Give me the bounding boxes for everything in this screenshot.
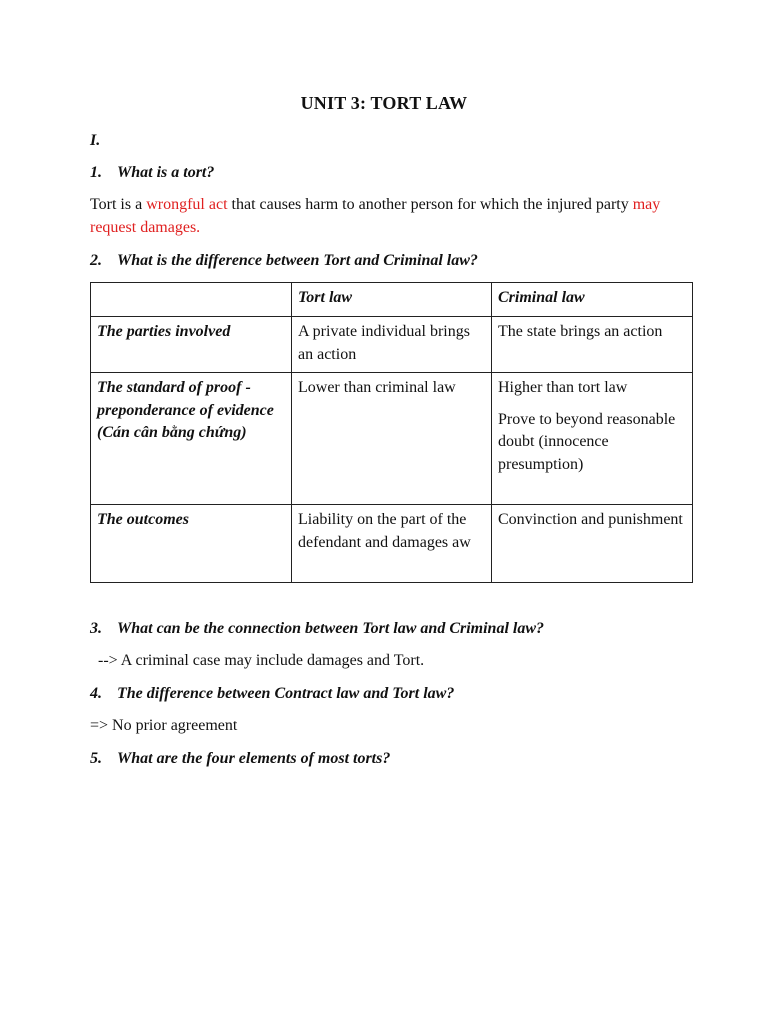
row-label: The parties involved	[91, 317, 292, 373]
question-5	[90, 748, 390, 771]
tort-cell: Liability on the part of the defendant and damages aw	[292, 505, 492, 583]
criminal-cell-text: Prove to beyond reasonable doubt (innocence presumption)	[498, 410, 676, 473]
answer-3: --> A criminal case may include damages and Tort.	[98, 652, 425, 669]
question-text: The difference between Contract law and Tort law?	[117, 685, 455, 702]
criminal-cell	[492, 505, 693, 583]
table-row	[91, 505, 693, 583]
question-text: What is the difference between Tort and Criminal law?	[117, 252, 478, 269]
question-number: 1.	[90, 164, 102, 181]
criminal-cell	[492, 373, 693, 505]
question-number: 5.	[90, 750, 102, 767]
table-header-cell	[91, 283, 292, 317]
criminal-cell-text: The state brings an action	[498, 323, 663, 340]
question-text: What is a tort?	[117, 164, 215, 181]
criminal-cell-text: Convinction and punishment	[498, 511, 683, 528]
answer-4: => No prior agreement	[90, 717, 238, 734]
page-title: UNIT 3: TORT LAW	[300, 93, 468, 113]
table-row	[91, 317, 693, 373]
question-number: 3.	[90, 620, 102, 637]
question-3	[90, 618, 544, 641]
answer-text: Tort is a	[90, 196, 147, 213]
table-header-cell: Criminal law	[492, 283, 693, 317]
row-label: The outcomes	[91, 505, 292, 583]
question-number: 4.	[90, 685, 102, 702]
answer-text: that causes harm to another person for which the injured party	[227, 196, 633, 213]
criminal-cell	[492, 317, 693, 373]
comparison-table	[90, 282, 693, 583]
highlight-text: wrongful act	[146, 196, 228, 213]
tort-cell: A private individual brings an action	[292, 317, 492, 373]
table-header-cell: Tort law	[292, 283, 492, 317]
section-heading: I.	[90, 132, 101, 149]
question-2	[90, 250, 478, 273]
criminal-cell-text: Higher than tort law	[498, 379, 628, 396]
question-text: What are the four elements of most torts?	[117, 750, 391, 767]
row-label: The standard of proof - preponderance of evidence (Cán cân bằng chứng)	[91, 373, 292, 505]
table-row	[91, 373, 693, 505]
table-header-row	[91, 283, 693, 317]
answer-1	[90, 194, 680, 239]
question-number: 2.	[90, 252, 102, 269]
tort-cell: Lower than criminal law	[292, 373, 492, 505]
highlight-text: may request damages.	[90, 196, 661, 236]
question-text: What can be the connection between Tort law and Criminal law?	[117, 620, 545, 637]
question-4	[90, 683, 454, 706]
question-1	[90, 162, 214, 185]
